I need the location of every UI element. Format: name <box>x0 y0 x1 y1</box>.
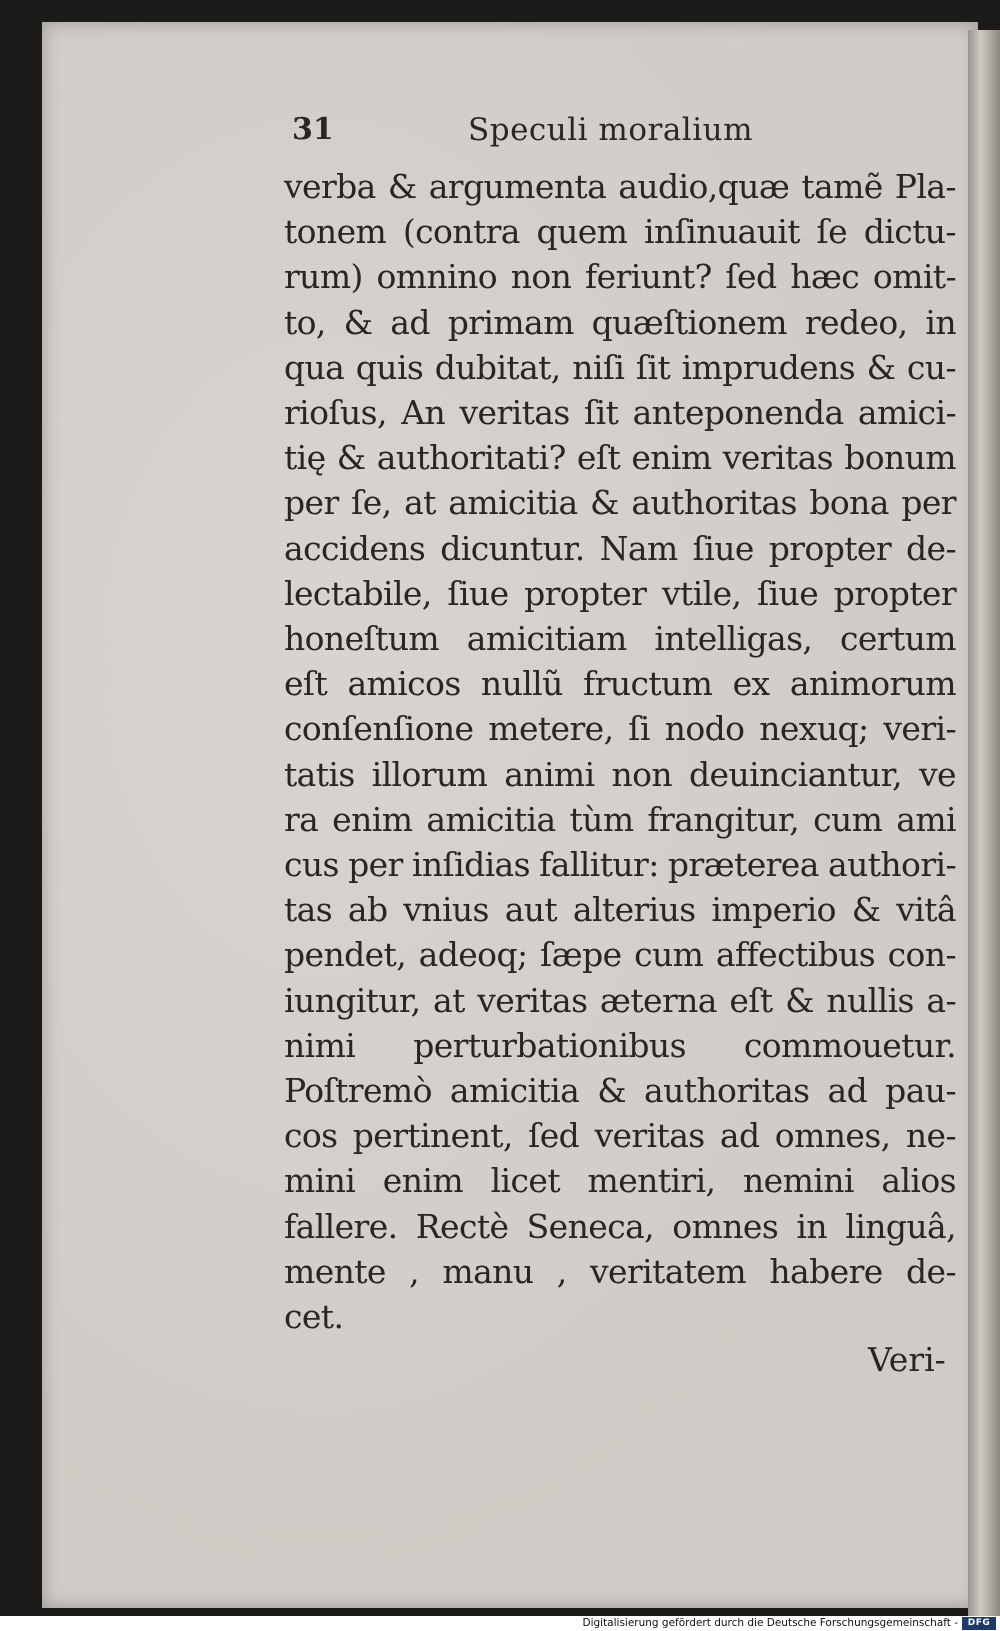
text-line: rioſus, An veritas ſit anteponenda amici- <box>284 393 956 433</box>
text-line: eſt amicos nullũ fructum ex animorum <box>284 664 956 704</box>
text-line: tię & authoritati? eſt enim veritas bonum <box>284 438 956 478</box>
text-line: fallere. Rectè Seneca, omnes in linguâ, <box>284 1206 956 1246</box>
digitization-footer <box>0 1616 1000 1631</box>
page-edge <box>968 30 1000 1616</box>
text-line: cus per inſidias fallitur: præterea authori- <box>284 845 956 885</box>
page-header <box>292 112 932 156</box>
text-line: honeſtum amicitiam intelligas, certum <box>284 619 956 659</box>
text-line: verba & argumenta audio,quæ tamẽ Pla- <box>284 167 956 206</box>
text-line: accidens dicuntur. Nam ſiue propter de- <box>284 528 956 568</box>
text-line: ra enim amicitia tùm frangitur, cum ami <box>284 799 956 839</box>
running-head: Speculi moralium <box>468 112 753 148</box>
text-line: cos pertinent, ſed veritas ad omnes, ne- <box>284 1116 956 1156</box>
text-line: qua quis dubitat, niſi ſit imprudens & cu- <box>284 347 956 387</box>
catchword: Veri- <box>868 1340 946 1379</box>
body-text <box>284 164 956 1339</box>
text-line: rum) omnino non feriunt? ſed hæc omit- <box>284 257 956 297</box>
text-line: iungitur, at veritas æterna eſt & nullis a- <box>284 980 956 1020</box>
text-line: tatis illorum animi non deuinciantur, ve <box>284 754 956 794</box>
text-line: nimi perturbationibus commouetur. <box>284 1025 956 1065</box>
text-line: mente , manu , veritatem habere de- <box>284 1251 956 1291</box>
text-line: tas ab vnius aut alterius imperio & vitâ <box>284 890 956 930</box>
text-line: per ſe, at amicitia & authoritas bona per <box>284 483 956 523</box>
text-line: to, & ad primam quæſtionem redeo, in <box>284 302 956 342</box>
text-line: pendet, adeoq; ſæpe cum affectibus con- <box>284 935 956 975</box>
text-line: mini enim licet mentiri, nemini alios <box>284 1161 956 1201</box>
text-line: conſenſione metere, ſi nodo nexuq; veri- <box>284 709 956 749</box>
dfg-logo: DFG <box>962 1617 996 1630</box>
text-line: lectabile, ſiue propter vtile, ſiue propter <box>284 573 956 613</box>
page-number: 31 <box>292 112 334 147</box>
text-line: cet. <box>284 1297 344 1337</box>
funding-credit: Digitalisierung gefördert durch die Deutsche Forschungsgemeinschaft - <box>582 1617 958 1629</box>
text-line: tonem (contra quem inſinuauit ſe dictu- <box>284 212 956 252</box>
text-line: Poſtremò amicitia & authoritas ad pau- <box>284 1071 956 1111</box>
